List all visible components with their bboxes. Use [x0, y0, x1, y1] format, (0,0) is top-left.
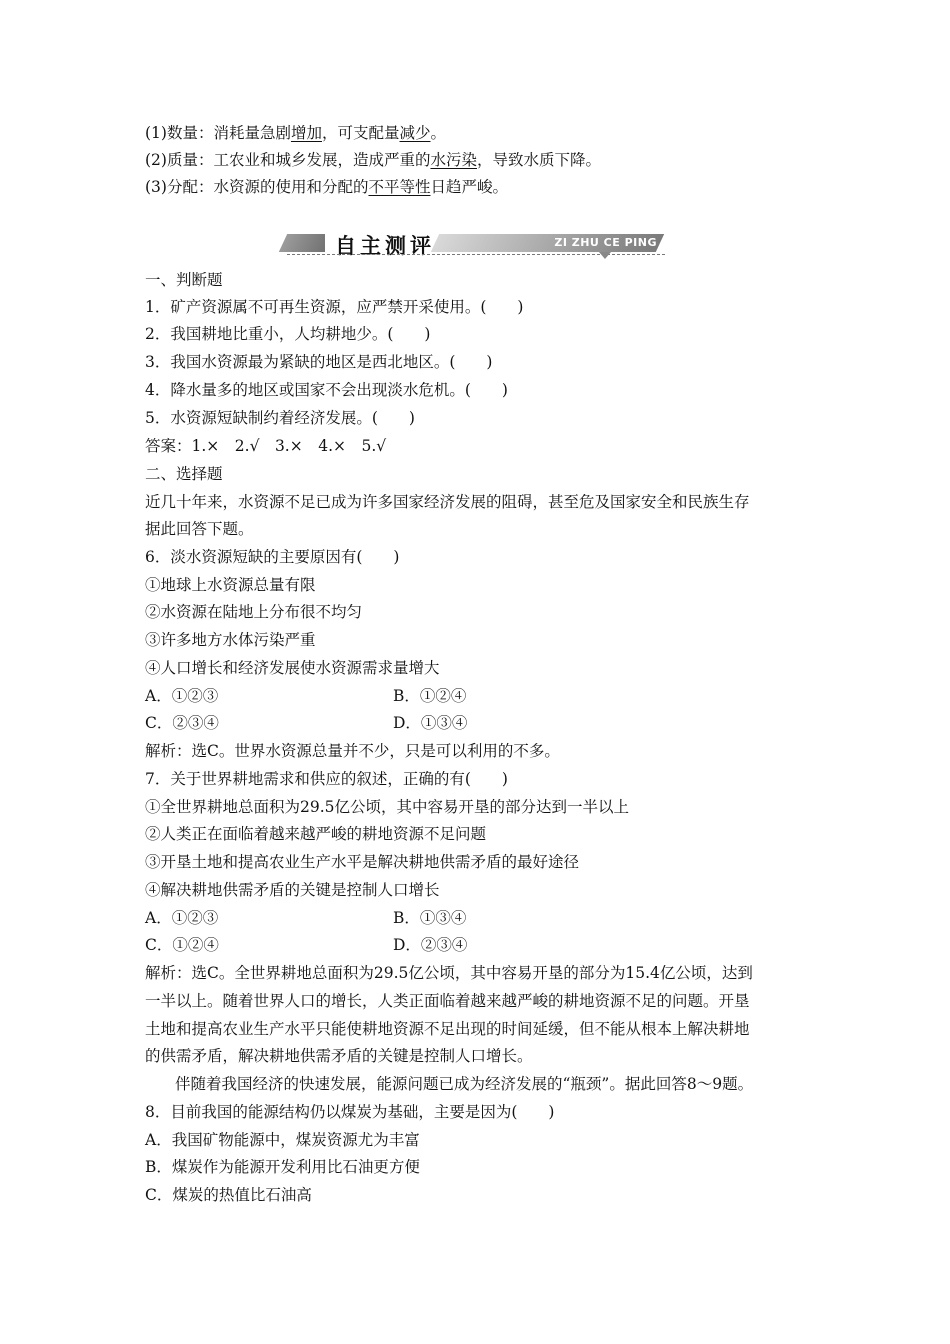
text: ，导致水质下降。: [476, 151, 601, 169]
option-a: A．我国矿物能源中，煤炭资源尤为丰富: [145, 1131, 420, 1149]
question-item: 4．降水量多的地区或国家不会出现淡水危机。( ): [145, 381, 508, 399]
top-item-2: [145, 150, 815, 170]
option-row: [145, 908, 815, 928]
top-item-1: [145, 123, 815, 143]
section-heading: 二、选择题: [145, 465, 223, 483]
question-stem: 8．目前我国的能源结构仍以煤炭为基础，主要是因为( ): [145, 1103, 555, 1121]
underlined-keyword: 水污染: [430, 151, 477, 169]
underlined-keyword: 减少: [399, 124, 431, 142]
top-item-3: [145, 177, 815, 197]
analysis-line: 的供需矛盾，解决耕地供需矛盾的关键是控制人口增长。: [145, 1047, 533, 1065]
statement: ②水资源在陆地上分布很不均匀: [145, 603, 363, 621]
intro-line: 伴随着我国经济的快速发展，能源问题已成为经济发展的“瓶颈”。据此回答8～9题。: [175, 1075, 754, 1093]
option-c: C．煤炭的热值比石油高: [145, 1186, 312, 1204]
analysis-line: 土地和提高农业生产水平只能使耕地资源不足出现的时间延缓，但不能从根本上解决耕地: [145, 1020, 750, 1038]
statement: ①地球上水资源总量有限: [145, 576, 316, 594]
banner-title: 自主测评: [335, 234, 435, 258]
option-d: D．②③④: [393, 936, 468, 954]
analysis-line: 一半以上。随着世界人口的增长，人类正面临着越来越严峻的耕地资源不足的问题。开垦: [145, 992, 750, 1010]
section-heading: 一、判断题: [145, 271, 223, 289]
text: (1)数量：消耗量急剧: [145, 124, 291, 142]
statement: ③许多地方水体污染严重: [145, 631, 316, 649]
banner-subtitle: ZI ZHU CE PING: [554, 236, 657, 249]
underlined-keyword: 不平等性: [368, 178, 431, 196]
section-banner: [283, 228, 665, 260]
option-c: C．②③④: [145, 714, 219, 732]
intro-line: 据此回答下题。: [145, 520, 254, 538]
option-b: B．①③④: [393, 909, 467, 927]
option-b: B．①②④: [393, 687, 467, 705]
intro-line: 近几十年来，水资源不足已成为许多国家经济发展的阻碍，甚至危及国家安全和民族生存: [145, 493, 750, 511]
option-d: D．①③④: [393, 714, 468, 732]
option-b: B．煤炭作为能源开发利用比石油更方便: [145, 1158, 420, 1176]
statement: ④人口增长和经济发展使水资源需求量增大: [145, 659, 440, 677]
option-a: A．①②③: [145, 909, 219, 927]
banner-triangle-icon: [599, 252, 611, 259]
underlined-keyword: 增加: [290, 124, 322, 142]
question-item: 5．水资源短缺制约着经济发展。( ): [145, 409, 415, 427]
statement: ①全世界耕地总面积为29.5亿公顷，其中容易开垦的部分达到一半以上: [145, 798, 630, 816]
question-item: 2．我国耕地比重小，人均耕地少。( ): [145, 325, 431, 343]
question-item: 1．矿产资源属不可再生资源，应严禁开采使用。( ): [145, 298, 524, 316]
question-stem: 6．淡水资源短缺的主要原因有( ): [145, 548, 400, 566]
text: (3)分配：水资源的使用和分配的: [145, 178, 369, 196]
option-row: [145, 686, 815, 706]
analysis-line: 解析：选C。世界水资源总量并不少，只是可以利用的不多。: [145, 742, 560, 760]
text: ，可支配量: [321, 124, 400, 142]
option-a: A．①②③: [145, 687, 219, 705]
statement: ②人类正在面临着越来越严峻的耕地资源不足问题: [145, 825, 487, 843]
statement: ③开垦土地和提高农业生产水平是解决耕地供需矛盾的最好途径: [145, 853, 580, 871]
text: 。: [430, 124, 447, 142]
statement: ④解决耕地供需矛盾的关键是控制人口增长: [145, 881, 440, 899]
question-stem: 7．关于世界耕地需求和供应的叙述，正确的有( ): [145, 770, 508, 788]
question-item: 3．我国水资源最为紧缺的地区是西北地区。( ): [145, 353, 493, 371]
analysis-line: 解析：选C。全世界耕地总面积为29.5亿公顷，其中容易开垦的部分为15.4亿公顷，达到: [145, 964, 753, 982]
option-row: [145, 935, 815, 955]
option-c: C．①②④: [145, 936, 219, 954]
option-row: [145, 713, 815, 733]
text: (2)质量：工农业和城乡发展，造成严重的: [145, 151, 431, 169]
text: 日趋严峻。: [430, 178, 508, 196]
answer-line: 答案：1.× 2.√ 3.× 4.× 5.√: [145, 437, 387, 455]
